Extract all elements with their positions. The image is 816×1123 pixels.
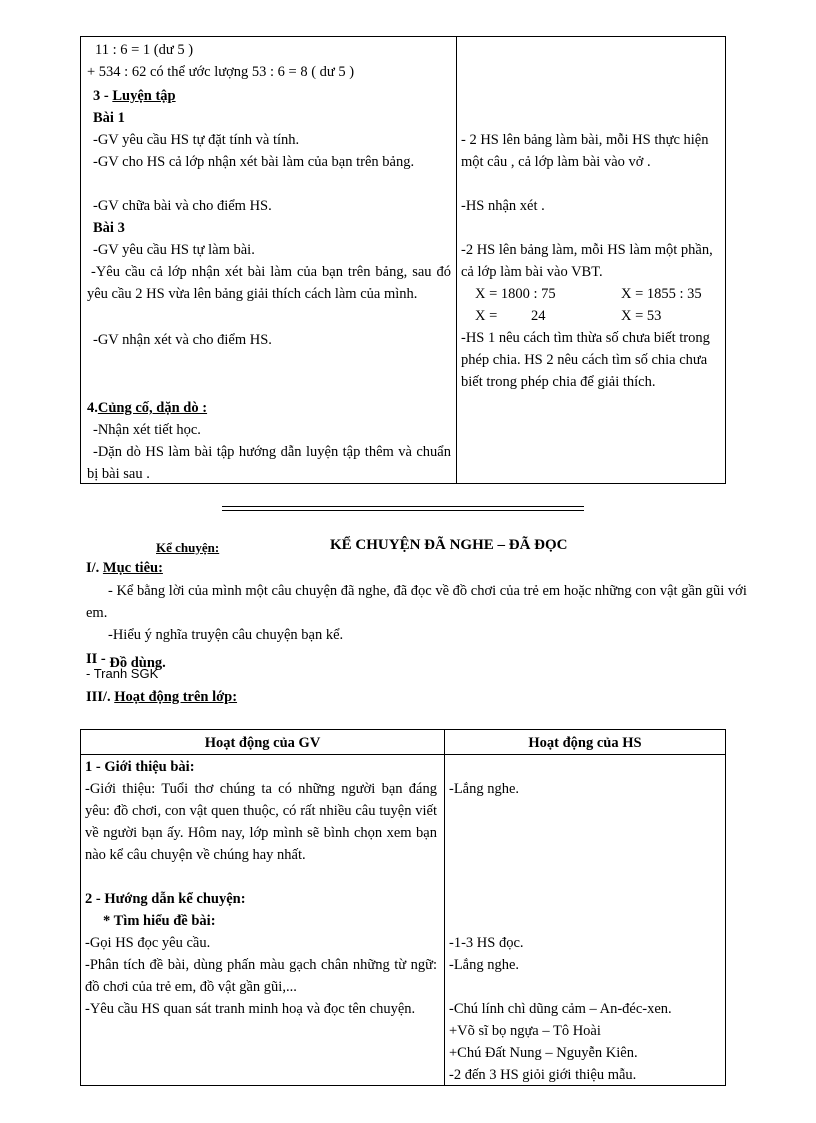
header-row-border (81, 754, 725, 755)
sub-heading: * Tìm hiểu đề bài: (103, 913, 216, 929)
hs-step: -Chú lính chì dũng cảm – An-đéc-xen. (449, 1001, 672, 1017)
hs-step: -2 đến 3 HS giỏi giới thiệu mẫu. (449, 1067, 637, 1083)
subject-label: Kể chuyện: (156, 540, 220, 555)
header-gv: Hoạt động của GV (204, 735, 321, 751)
step-intro-heading: 1 - Giới thiệu bài: (85, 759, 195, 775)
objectives-heading (86, 557, 163, 579)
objective-item: - Kể bằng lời của mình một câu chuyện đã nghe, đã đọc về đồ chơi của trẻ em hoặc những con vật gần gũi với em. (86, 583, 747, 621)
lesson-table-continued (80, 36, 726, 484)
hs-step: +Võ sĩ bọ ngựa – Tô Hoài (449, 1023, 601, 1039)
section-practice-title: Luyện tập (112, 88, 176, 104)
activities-heading (86, 686, 237, 708)
activities-title: Hoạt động trên lớp: (114, 689, 238, 705)
equation: X = 1800 : 75 (475, 286, 556, 302)
gv-step: -Yêu cầu HS quan sát tranh minh hoạ và đọc tên chuyện. (85, 1001, 416, 1017)
gv-step: -Dặn dò HS làm bài tập hướng dẫn luyện tập thêm và chuẩn bị bài sau . (87, 444, 451, 482)
gv-step: -Nhận xét tiết học. (93, 422, 201, 438)
equation-result: 24 (531, 308, 546, 324)
equipment-item: - Tranh SGK (86, 666, 159, 681)
exercise-3-heading: Bài 3 (93, 220, 125, 236)
hs-step: -2 HS lên bảng làm, mỗi HS làm một phần, cả lớp làm bài vào VBT. (461, 242, 713, 280)
equation: X = (475, 308, 498, 324)
hs-step: -Lắng nghe. (449, 957, 520, 973)
section-wrapup-num: 4. (87, 400, 98, 416)
activities-table (80, 729, 726, 1086)
gv-step: -Gọi HS đọc yêu cầu. (85, 935, 211, 951)
gv-step: -GV yêu cầu HS tự đặt tính và tính. (93, 132, 300, 148)
gv-step: -GV chữa bài và cho điểm HS. (93, 198, 272, 214)
separator-line (222, 510, 584, 511)
objective-item: -Hiểu ý nghĩa truyện câu chuyện bạn kể. (108, 627, 344, 643)
step-guide-heading: 2 - Hướng dẫn kể chuyện: (85, 891, 246, 907)
gv-step: -Giới thiệu: Tuổi thơ chúng ta có những người bạn đáng yêu: đồ chơi, con vật quen thuộc, có rất nhiều câu tuyện viết về người bạn ấy. Hôm nay, lớp mình sẽ bình chọn xem bạn nào kể câu chuyện về chúng hay nhất. (85, 781, 437, 863)
calc-line-1: 11 : 6 = 1 (dư 5 ) (95, 42, 194, 58)
section-practice-heading (93, 85, 176, 107)
column-divider (444, 730, 445, 1085)
exercise-1-heading: Bài 1 (93, 110, 125, 126)
hs-step: -1-3 HS đọc. (449, 935, 524, 951)
gv-step: -GV yêu cầu HS tự làm bài. (93, 242, 255, 258)
equation: X = 53 (621, 308, 662, 324)
gv-step: -GV cho HS cả lớp nhận xét bài làm của bạn trên bảng. (93, 154, 415, 170)
gv-step: -Phân tích đề bài, dùng phấn màu gạch chân những từ ngữ: đồ chơi của trẻ em, đồ vật gần gũi,... (85, 957, 437, 995)
lesson-title: KỂ CHUYỆN ĐÃ NGHE – ĐÃ ĐỌC (330, 537, 568, 553)
calc-line-2: + 534 : 62 có thể ước lượng 53 : 6 = 8 ( dư 5 ) (87, 64, 355, 80)
objectives-num: I/. (86, 560, 100, 576)
column-divider (456, 37, 457, 483)
gv-step: -Yêu cầu cả lớp nhận xét bài làm của bạn trên bảng, sau đó yêu cầu 2 HS vừa lên bảng giải thích cách làm của mình. (87, 264, 451, 302)
separator-line (222, 506, 584, 507)
equation: X = 1855 : 35 (621, 286, 702, 302)
header-hs: Hoạt động của HS (528, 735, 642, 751)
objectives-title: Mục tiêu: (102, 560, 163, 576)
equipment-num: II - (86, 651, 106, 667)
section-wrapup-heading (87, 397, 207, 419)
hs-step: -Lắng nghe. (449, 781, 520, 797)
hs-step: -HS 1 nêu cách tìm thừa số chưa biết trong phép chia. HS 2 nêu cách tìm số chia chưa biết trong phép chia để giải thích. (461, 330, 710, 390)
section-practice-num: 3 - (93, 88, 113, 104)
section-wrapup-title: Củng cố, dặn dò : (97, 400, 208, 416)
equipment-title: Đồ dùng. (109, 655, 166, 671)
hs-step: -HS nhận xét . (461, 198, 545, 214)
gv-step: -GV nhận xét và cho điểm HS. (93, 332, 272, 348)
activities-num: III/. (86, 689, 111, 705)
hs-step: +Chú Đất Nung – Nguyễn Kiên. (449, 1045, 638, 1061)
hs-step: - 2 HS lên bảng làm bài, mỗi HS thực hiện một câu , cả lớp làm bài vào vở . (461, 132, 709, 170)
